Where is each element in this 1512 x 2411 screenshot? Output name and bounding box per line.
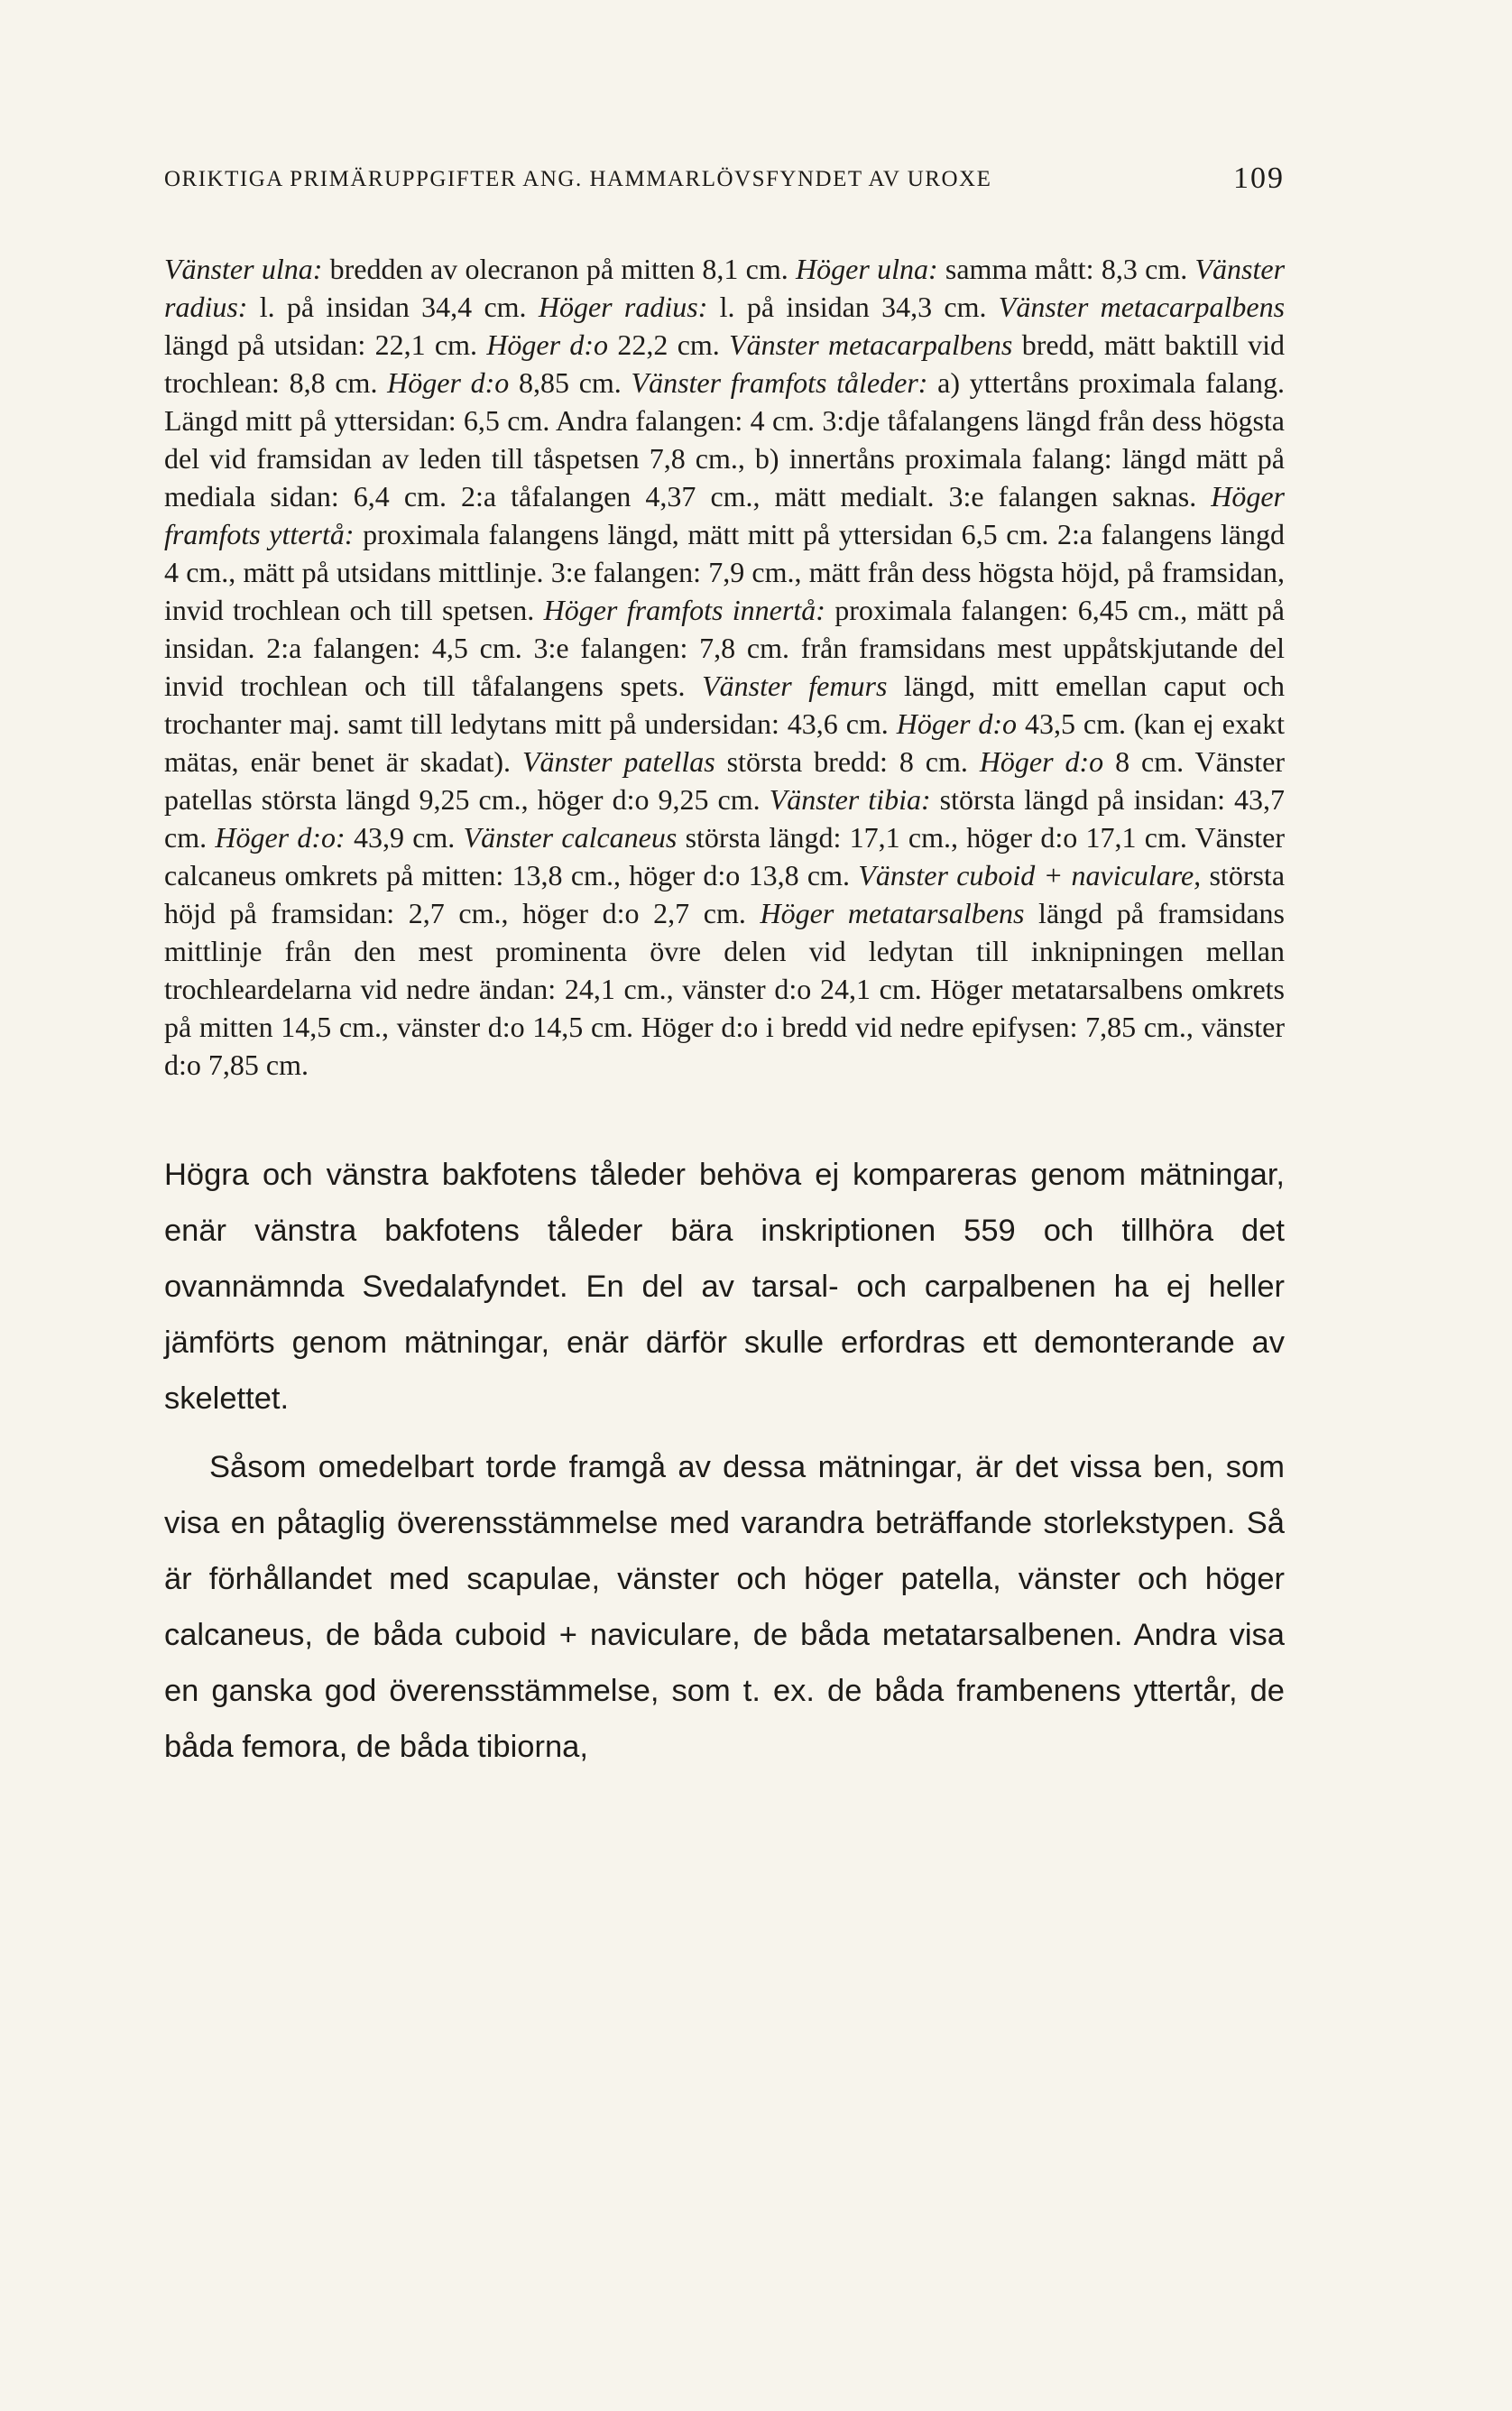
measurement-text: a) yttertåns proximala falang. Längd mitt på yttersidan: 6,5 cm. Andra falangen: 4 cm. 3:dje tåfalangens längd från dess högsta del vid framsidan av leden till tåspetsen 7,8 cm., b) innertåns proximala falang: längd mätt på mediala sidan: 6,4 cm. 2:a tåfalangen 4,37 cm., mätt medialt. 3:e falangen saknas. xyxy=(164,366,1286,513)
measurement-text: proximala falangen: 6,45 cm., mätt på insidan. 2:a falangen: 4,5 cm. 3:e falangen: 7,8 cm. från framsidans mest uppåtskjutande del invid trochlean och till tåfalangens spets. xyxy=(164,594,1286,702)
bone-label: Höger d:o xyxy=(387,366,510,399)
measurement-text: längd på framsidans mittlinje från den mest prominenta övre delen vid ledytan till inknipningen mellan trochleardelarna vid nedre ändan: 24,1 cm., vänster d:o 24,1 cm. Höger metatarsalbens omkrets på mitten 14,5 cm., vänster d:o 14,5 cm. Höger d:o i bredd vid nedre epifysen: 7,85 cm., vänster d:o 7,85 cm. xyxy=(164,897,1286,1081)
body-text xyxy=(164,1147,1285,1775)
measurement-text: längd på utsidan: 22,1 cm. xyxy=(164,328,487,361)
bone-label: Höger d:o: xyxy=(215,821,346,854)
bone-label: Vänster framfots tåleder: xyxy=(631,366,928,399)
bone-label: Vänster metacarpalbens xyxy=(729,328,1013,361)
body-paragraph-1: Högra och vänstra bakfotens tåleder behöva ej kompareras genom mätningar, enär vänstra bakfotens tåleder bära inskriptionen 559 och tillhöra det ovannämnda Svedalafyndet. En del av tarsal- och carpalbenen ha ej heller jämförts genom mätningar, enär därför skulle erfordras ett demonterande av skelettet. xyxy=(164,1158,1285,1416)
bone-label: Vänster metacarpalbens xyxy=(998,291,1286,323)
measurements-paragraph xyxy=(164,250,1285,1084)
measurement-text: bredd, mätt baktill vid trochlean: 8,8 cm. xyxy=(164,328,1286,399)
bone-label: Höger metatarsalbens xyxy=(760,897,1025,929)
measurement-text: största bredd: 8 cm. xyxy=(715,745,980,778)
bone-label: Höger d:o xyxy=(979,745,1104,778)
measurement-text: största längd: 17,1 cm., höger d:o 17,1 cm. Vänster calcaneus omkrets på mitten: 13,8 cm., höger d:o 13,8 cm. xyxy=(164,821,1286,891)
bone-label: Vänster patellas xyxy=(521,745,715,778)
measurements-section xyxy=(164,250,1285,1084)
measurement-text: 8 cm. Vänster patellas största längd 9,25 cm., höger d:o 9,25 cm. xyxy=(164,745,1286,816)
measurement-text: proximala falangens längd, mätt mitt på yttersidan 6,5 cm. 2:a falangens längd 4 cm., mätt på utsidans mittlinje. 3:e falangen: 7,9 cm., mätt från dess högsta höjd, på framsidan, invid trochlean och till spetsen. xyxy=(164,518,1286,626)
bone-label: Vänster cuboid + naviculare, xyxy=(858,859,1202,891)
bone-label: Vänster ulna: xyxy=(164,253,323,285)
bone-label: Höger d:o xyxy=(896,707,1018,740)
bone-label: Vänster calcaneus xyxy=(463,821,678,854)
measurement-text: största längd på insidan: 43,7 cm. xyxy=(164,783,1286,854)
running-title: ORIKTIGA PRIMÄRUPPGIFTER ANG. HAMMARLÖVSFYNDET AV UROXE xyxy=(164,167,992,191)
bone-label: Vänster tibia: xyxy=(769,783,931,816)
bone-label: Vänster radius: xyxy=(164,253,1286,323)
bone-label: Höger framfots yttertå: xyxy=(164,480,1285,550)
measurement-text: l. på insidan 34,4 cm. xyxy=(247,291,539,323)
bone-label: Höger framfots innertå: xyxy=(543,594,825,626)
measurement-text: 8,85 cm. xyxy=(509,366,632,399)
body-paragraph-2: Såsom omedelbart torde framgå av dessa mätningar, är det vissa ben, som visa en påtaglig överensstämmelse med varandra beträffande storlekstypen. Så är förhållandet med scapulae, vänster och höger patella, vänster och höger calcaneus, de båda cuboid + naviculare, de båda metatarsalbenen. Andra visa en ganska god överensstämmelse, som t. ex. de båda frambenens yttertår, de båda femora, de båda tibiorna, xyxy=(164,1450,1285,1764)
measurement-text: l. på insidan 34,3 cm. xyxy=(707,291,999,323)
running-header xyxy=(164,158,1285,212)
measurement-text: 43,9 cm. xyxy=(345,821,464,854)
bone-label: Höger d:o xyxy=(486,328,609,361)
measurement-text: 22,2 cm. xyxy=(608,328,730,361)
bone-label: Vänster femurs xyxy=(702,670,888,702)
measurement-text: samma mått: 8,3 cm. xyxy=(937,253,1195,285)
measurement-text: bredden av olecranon på mitten 8,1 cm. xyxy=(322,253,797,285)
book-page xyxy=(164,158,1285,1775)
bone-label: Höger ulna: xyxy=(796,253,938,285)
page-number: 109 xyxy=(1233,162,1285,195)
measurement-text: största höjd på framsidan: 2,7 cm., höger d:o 2,7 cm. xyxy=(164,859,1286,929)
measurement-text: 43,5 cm. (kan ej exakt mätas, enär benet är skadat). xyxy=(164,707,1285,778)
measurement-text: längd, mitt emellan caput och trochanter maj. samt till ledytans mitt på undersidan: 43,6 cm. xyxy=(164,670,1286,740)
bone-label: Höger radius: xyxy=(538,291,708,323)
